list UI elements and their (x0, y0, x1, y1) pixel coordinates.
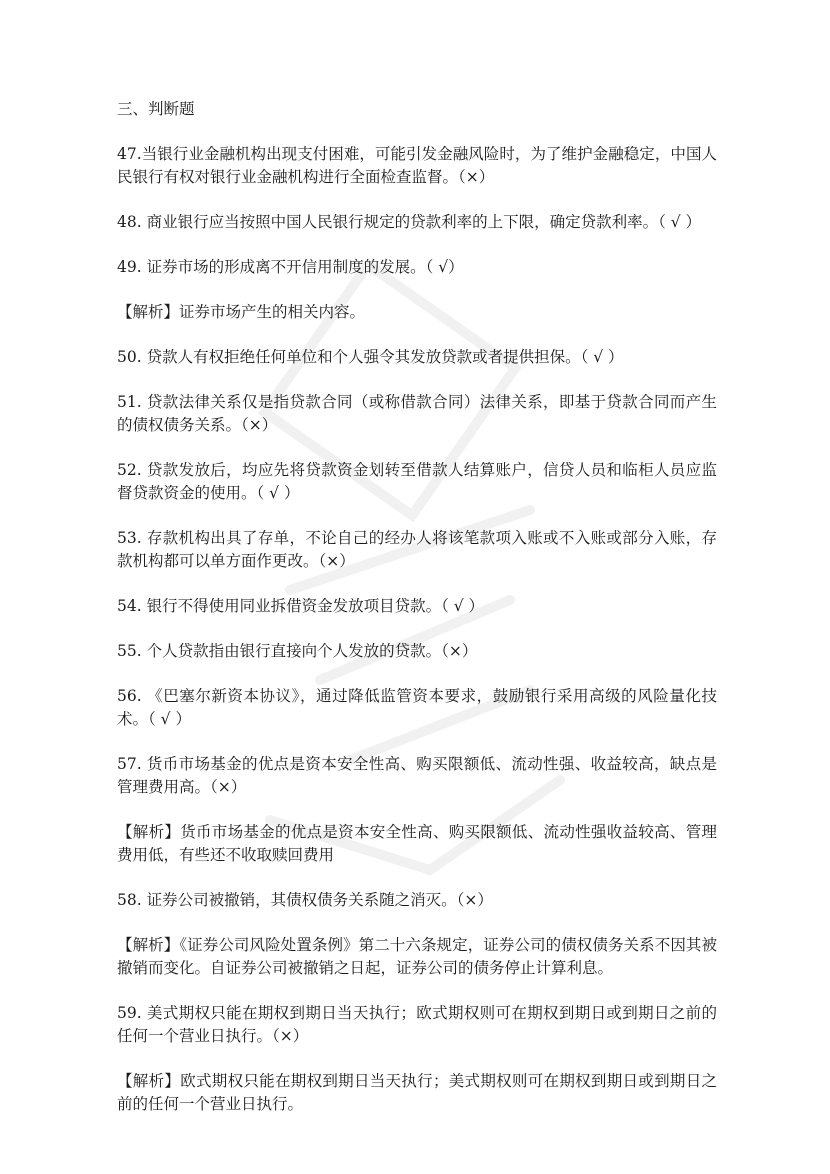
question-47: 47.当银行业金融机构出现支付困难，可能引发金融风险时，为了维护金融稳定，中国人民银行有权对银行业金融机构进行全面检查监督。（×） (117, 145, 717, 186)
question-52: 52. 贷款发放后，均应先将贷款资金划转至借款人结算账户，信贷人员和临柜人员应监督贷款资金的使用。（ √ ） (117, 461, 717, 502)
question-56: 56. 《巴塞尔新资本协议》，通过降低监管资本要求，鼓励银行采用高级的风险量化技术。（ √ ） (117, 687, 717, 728)
question-51: 51. 贷款法律关系仅是指贷款合同（或称借款合同）法律关系，即基于贷款合同而产生的债权债务关系。（×） (117, 393, 717, 434)
question-54: 54. 银行不得使用同业拆借资金发放项目贷款。（ √ ） (117, 597, 485, 615)
analysis-59: 【解析】欧式期权只能在期权到期日当天执行；美式期权则可在期权到期日或到期日之前的任何一个营业日执行。 (117, 1072, 717, 1113)
question-50: 50. 贷款人有权拒绝任何单位和个人强令其发放贷款或者提供担保。（ √ ） (117, 348, 624, 366)
question-57: 57. 货币市场基金的优点是资本安全性高、购买限额低、流动性强、收益较高，缺点是管理费用高。（×） (117, 755, 717, 796)
analysis-58: 【解析】《证券公司风险处置条例》第二十六条规定，证券公司的债权债务关系不因其被撤销而变化。自证券公司被撤销之日起，证券公司的债务停止计算利息。 (117, 936, 717, 977)
analysis-57: 【解析】货币市场基金的优点是资本安全性高、购买限额低、流动性强收益较高、管理费用低，有些还不收取赎回费用 (117, 823, 717, 864)
question-list (117, 98, 717, 1138)
question-55: 55. 个人贷款指由银行直接向个人发放的贷款。（×） (117, 642, 478, 660)
question-53: 53. 存款机构出具了存单，不论自己的经办人将该笔款项入账或不入账或部分入账，存款机构都可以单方面作更改。（×） (117, 529, 717, 570)
question-58: 58. 证券公司被撤销，其债权债务关系随之消灭。（×） (117, 891, 493, 909)
question-48: 48. 商业银行应当按照中国人民银行规定的贷款利率的上下限，确定贷款利率。（ √ ） (117, 213, 702, 231)
analysis-49: 【解析】证券市场产生的相关内容。 (117, 303, 366, 321)
section-title: 三、判断题 (117, 100, 195, 118)
question-49: 49. 证券市场的形成离不开信用制度的发展。（ √） (117, 258, 464, 276)
question-59: 59. 美式期权只能在期权到期日当天执行；欧式期权则可在期权到期日或到期日之前的任何一个营业日执行。（×） (117, 1004, 717, 1045)
